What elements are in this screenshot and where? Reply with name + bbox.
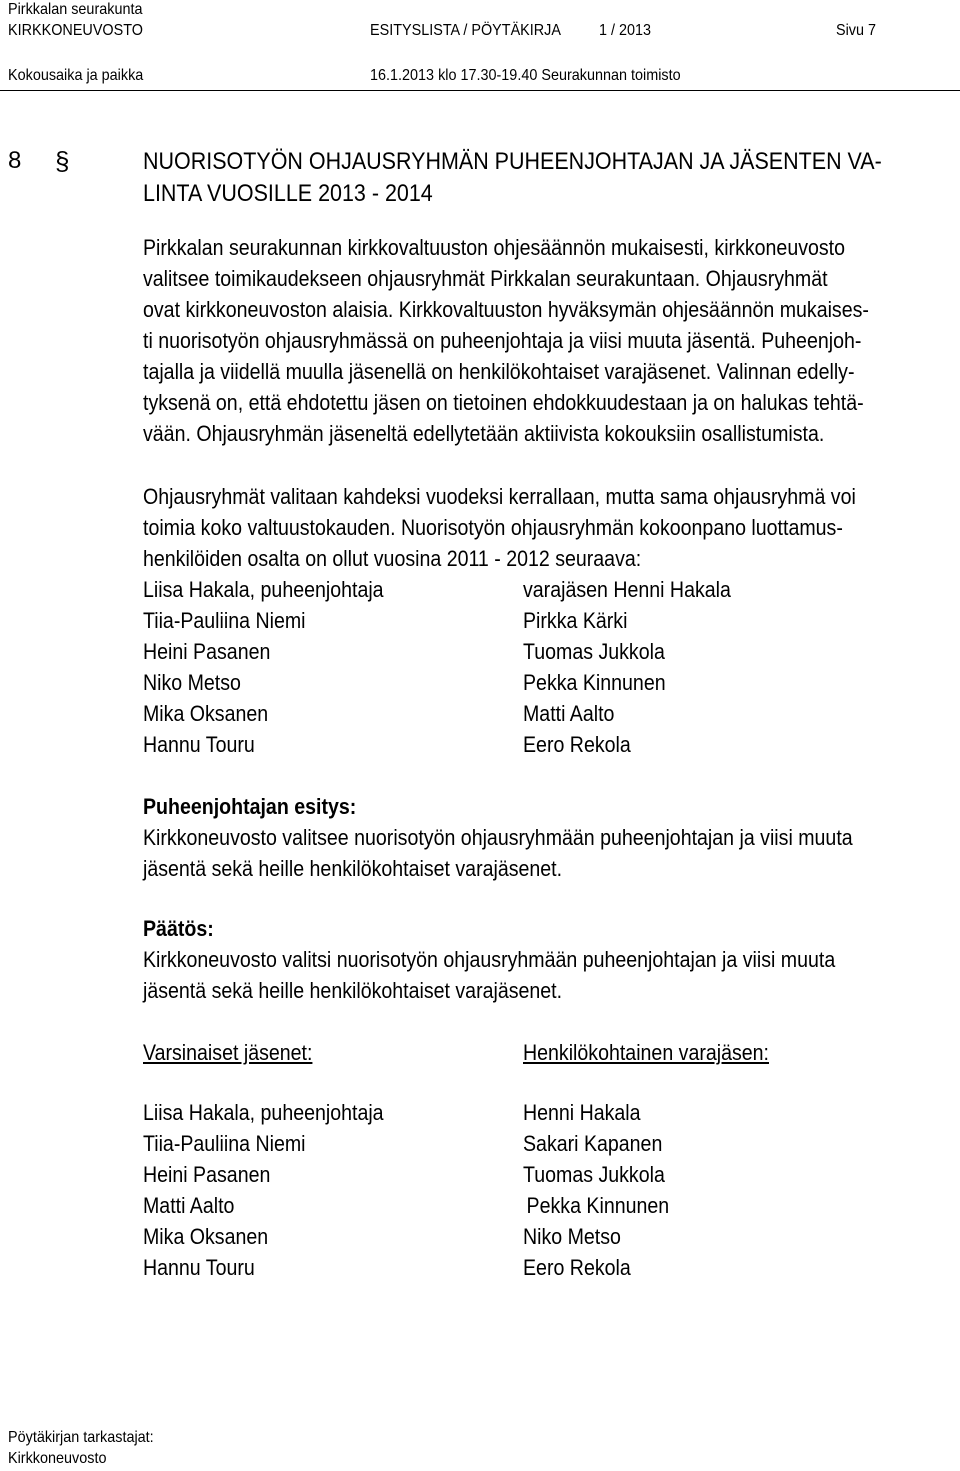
paragraph-line: tajalla ja viidellä muulla jäsenellä on henkilökohtaiset varajäsenet. Valinnan edelly- [143, 359, 855, 384]
elected-deputies-list [523, 1097, 669, 1283]
paragraph-line: Pirkkalan seurakunnan kirkkovaltuuston ohjesäännön mukaisesti, kirkkoneuvosto [143, 235, 846, 260]
list-item: Henni Hakala [523, 1100, 641, 1125]
paragraph-line: jäsentä sekä heille henkilökohtaiset varajäsenet. [143, 978, 563, 1003]
list-item: Matti Aalto [143, 1193, 235, 1218]
list-item: Tuomas Jukkola [523, 639, 665, 664]
item-number: 8 [8, 147, 22, 174]
proposal-heading: Puheenjohtajan esitys: [143, 794, 357, 819]
list-item: Liisa Hakala, puheenjohtaja [143, 1100, 384, 1125]
paragraph-line: henkilöiden osalta on ollut vuosina 2011 - 2012 seuraava: [143, 546, 642, 571]
list-item: Tiia-Pauliina Niemi [143, 608, 306, 633]
footer-body: Kirkkoneuvosto [8, 1450, 107, 1467]
list-item: Niko Metso [523, 1224, 621, 1249]
paragraph-line: valitsee toimikaudekseen ohjausryhmät Pirkkalan seurakuntaan. Ohjausryhmät [143, 266, 828, 291]
paragraph-line: Kirkkoneuvosto valitsi nuorisotyön ohjausryhmään puheenjohtajan ja viisi muuta [143, 947, 836, 972]
previous-deputies-list [523, 574, 731, 760]
decision-heading: Päätös: [143, 916, 214, 941]
list-item: Tuomas Jukkola [523, 1162, 665, 1187]
list-item: Eero Rekola [523, 732, 631, 757]
item-title-line-2: LINTA VUOSILLE 2013 - 2014 [143, 180, 433, 207]
decision-text [143, 944, 835, 1006]
paragraph-line: vään. Ohjausryhmän jäseneltä edellytetään aktiivista kokouksiin osallistumista. [143, 421, 825, 446]
item-title [143, 146, 931, 210]
paragraph-background [143, 232, 869, 449]
section-sign: § [55, 146, 70, 176]
list-item: varajäsen Henni Hakala [523, 577, 731, 602]
paragraph-line: ovat kirkkoneuvoston alaisia. Kirkkovaltuuston hyväksymän ohjesäännön mukaises- [143, 297, 869, 322]
list-item: Heini Pasanen [143, 1162, 271, 1187]
paragraph-line: toimia koko valtuustokauden. Nuorisotyön ohjausryhmän kokoonpano luottamus- [143, 515, 843, 540]
paragraph-line: Kirkkoneuvosto valitsee nuorisotyön ohjausryhmään puheenjohtajan ja viisi muuta [143, 825, 853, 850]
proposal-text [143, 822, 853, 884]
meeting-value: 16.1.2013 klo 17.30-19.40 Seurakunnan toimisto [370, 67, 681, 84]
parish-name: Pirkkalan seurakunta [8, 1, 143, 18]
meeting-label: Kokousaika ja paikka [8, 67, 144, 84]
item-title-line-1: NUORISOTYÖN OHJAUSRYHMÄN PUHEENJOHTAJAN JA JÄSENTEN VA- [143, 148, 882, 175]
body-name: KIRKKONEUVOSTO [8, 22, 143, 39]
list-item: Pekka Kinnunen [526, 1193, 670, 1218]
document-number: 1 / 2013 [599, 22, 652, 39]
paragraph-term [143, 481, 856, 574]
list-item: Hannu Touru [143, 732, 255, 757]
list-item: Tiia-Pauliina Niemi [143, 1131, 306, 1156]
list-item: Liisa Hakala, puheenjohtaja [143, 577, 384, 602]
paragraph-line: ti nuorisotyön ohjausryhmässä on puheenjohtaja ja viisi muuta jäsentä. Puheenjoh- [143, 328, 862, 353]
list-item: Eero Rekola [523, 1255, 631, 1280]
paragraph-line: Ohjausryhmät valitaan kahdeksi vuodeksi kerrallaan, mutta sama ohjausryhmä voi [143, 484, 856, 509]
page-number: Sivu 7 [836, 22, 877, 39]
list-item: Hannu Touru [143, 1255, 255, 1280]
header-divider [0, 90, 960, 91]
list-item: Mika Oksanen [143, 1224, 269, 1249]
list-item: Matti Aalto [523, 701, 615, 726]
list-item: Pirkka Kärki [523, 608, 628, 633]
footer-label: Pöytäkirjan tarkastajat: [8, 1429, 154, 1446]
list-item: Mika Oksanen [143, 701, 269, 726]
document-type: ESITYSLISTA / PÖYTÄKIRJA [370, 22, 561, 39]
list-item: Heini Pasanen [143, 639, 271, 664]
previous-members-list [143, 574, 384, 760]
deputies-heading: Henkilökohtainen varajäsen: [523, 1040, 770, 1065]
members-heading: Varsinaiset jäsenet: [143, 1040, 313, 1065]
elected-members-list [143, 1097, 384, 1283]
paragraph-line: tyksenä on, että ehdotettu jäsen on tietoinen ehdokkuudestaan ja on halukas tehtä- [143, 390, 864, 415]
list-item: Pekka Kinnunen [523, 670, 666, 695]
list-item: Sakari Kapanen [523, 1131, 663, 1156]
list-item: Niko Metso [143, 670, 241, 695]
paragraph-line: jäsentä sekä heille henkilökohtaiset varajäsenet. [143, 856, 563, 881]
